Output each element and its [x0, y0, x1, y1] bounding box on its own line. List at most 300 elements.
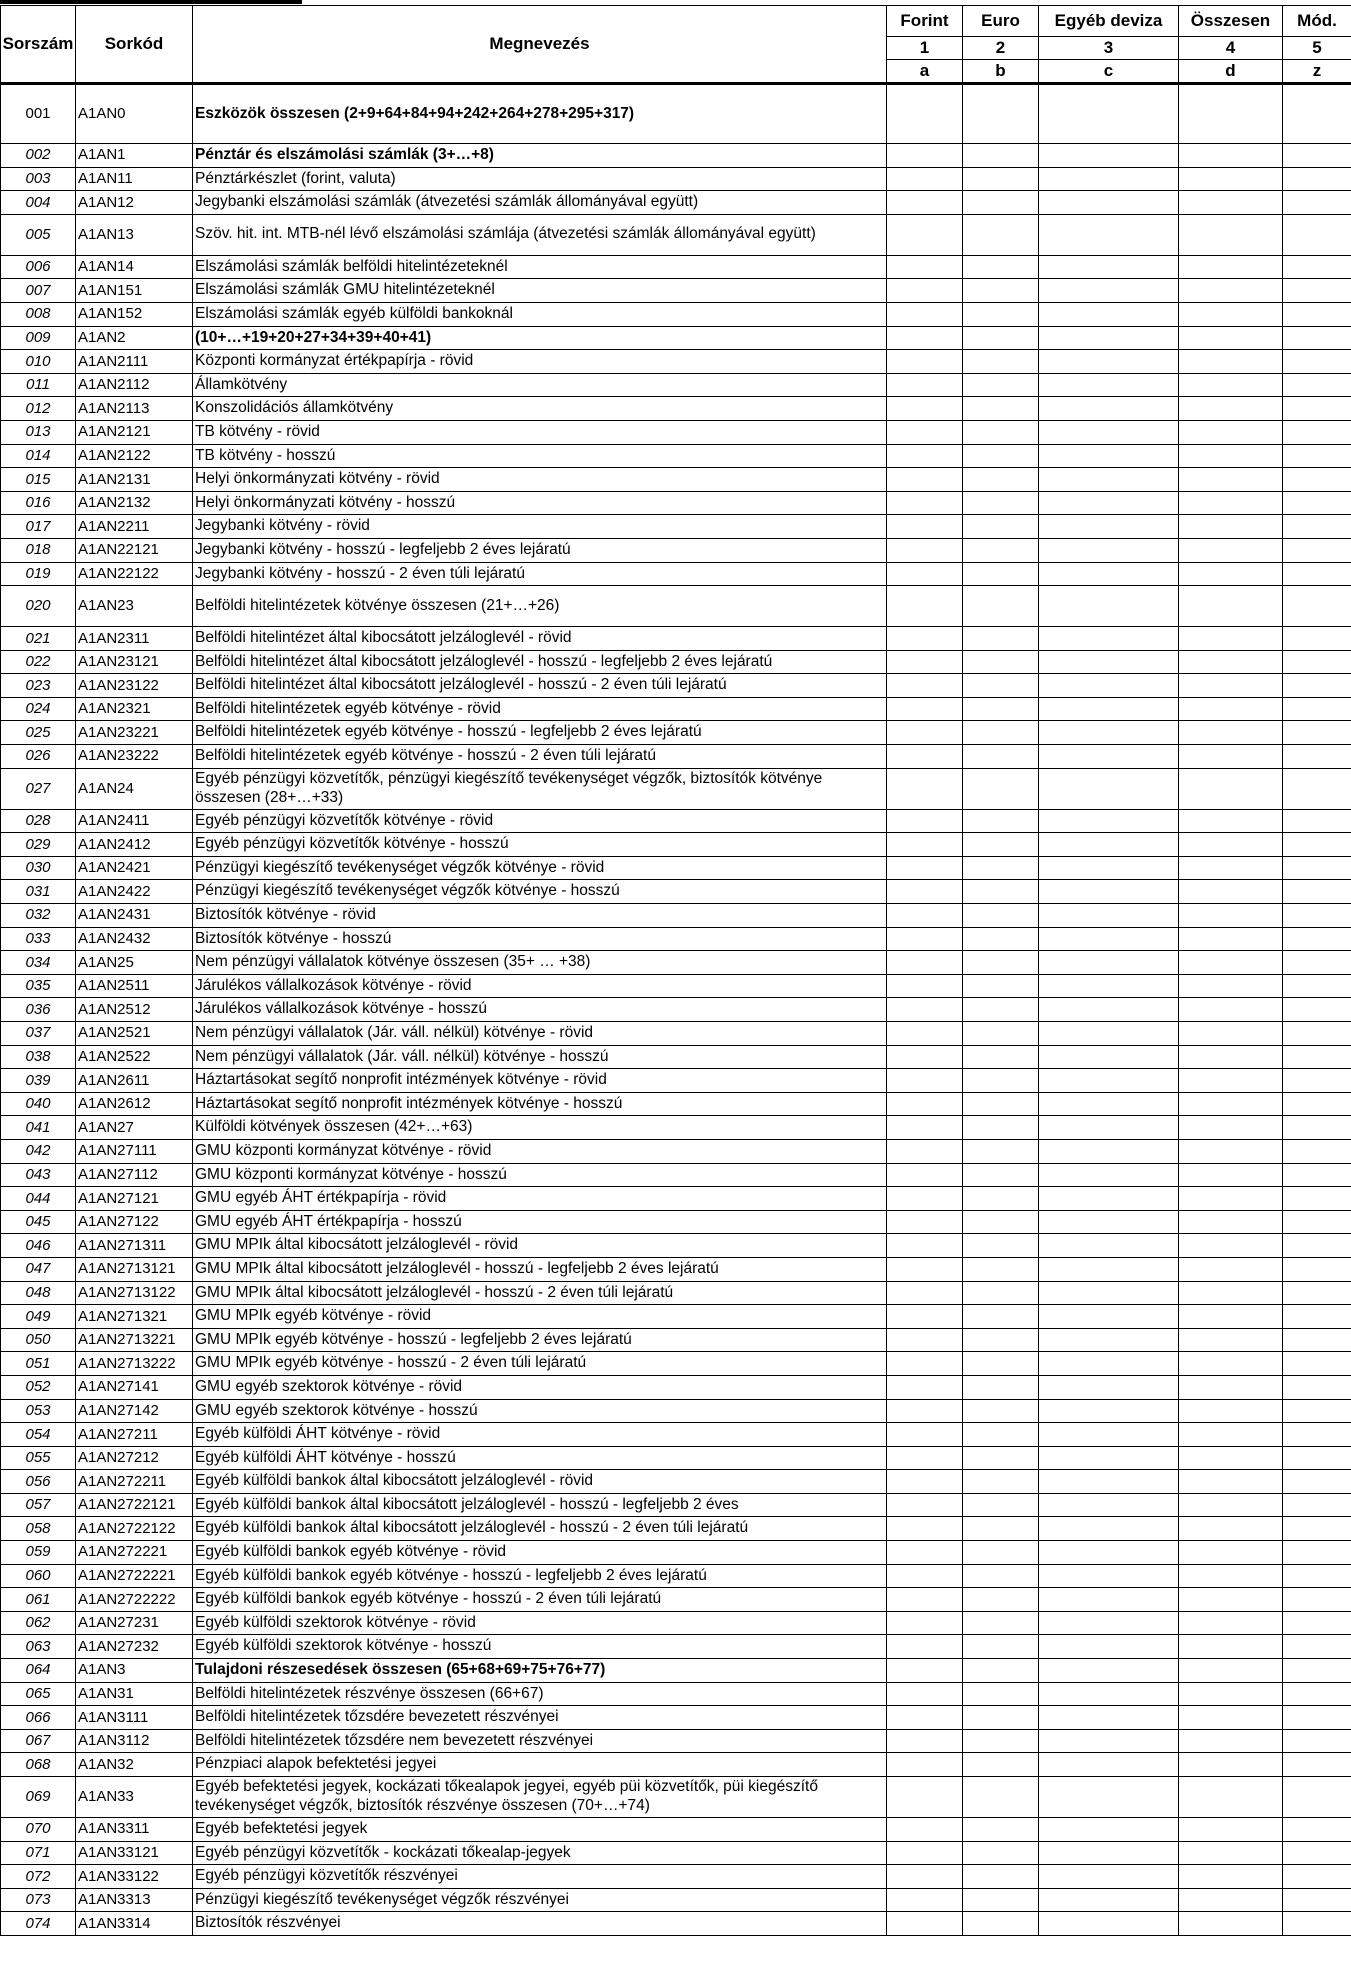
value-cell-euro[interactable]: [963, 650, 1039, 674]
value-cell-euro[interactable]: [963, 927, 1039, 951]
value-cell-euro[interactable]: [963, 856, 1039, 880]
value-cell-mod[interactable]: [1283, 1588, 1351, 1612]
value-cell-forint[interactable]: [887, 856, 963, 880]
value-cell-egyeb-deviza[interactable]: [1039, 191, 1179, 215]
value-cell-mod[interactable]: [1283, 904, 1351, 928]
value-cell-mod[interactable]: [1283, 833, 1351, 857]
value-cell-osszesen[interactable]: [1179, 1729, 1283, 1753]
value-cell-euro[interactable]: [963, 491, 1039, 515]
value-cell-forint[interactable]: [887, 214, 963, 255]
value-cell-osszesen[interactable]: [1179, 167, 1283, 191]
value-cell-forint[interactable]: [887, 191, 963, 215]
value-cell-euro[interactable]: [963, 1729, 1039, 1753]
value-cell-osszesen[interactable]: [1179, 1493, 1283, 1517]
value-cell-osszesen[interactable]: [1179, 1706, 1283, 1730]
value-cell-osszesen[interactable]: [1179, 444, 1283, 468]
value-cell-mod[interactable]: [1283, 1045, 1351, 1069]
value-cell-forint[interactable]: [887, 397, 963, 421]
value-cell-osszesen[interactable]: [1179, 326, 1283, 350]
value-cell-osszesen[interactable]: [1179, 1470, 1283, 1494]
value-cell-osszesen[interactable]: [1179, 468, 1283, 492]
value-cell-euro[interactable]: [963, 350, 1039, 374]
value-cell-euro[interactable]: [963, 1541, 1039, 1565]
value-cell-egyeb-deviza[interactable]: [1039, 1139, 1179, 1163]
value-cell-forint[interactable]: [887, 951, 963, 975]
value-cell-euro[interactable]: [963, 214, 1039, 255]
value-cell-euro[interactable]: [963, 1517, 1039, 1541]
value-cell-egyeb-deviza[interactable]: [1039, 562, 1179, 586]
value-cell-forint[interactable]: [887, 255, 963, 279]
value-cell-euro[interactable]: [963, 1352, 1039, 1376]
value-cell-forint[interactable]: [887, 1659, 963, 1683]
value-cell-osszesen[interactable]: [1179, 1022, 1283, 1046]
value-cell-egyeb-deviza[interactable]: [1039, 1234, 1179, 1258]
value-cell-egyeb-deviza[interactable]: [1039, 745, 1179, 769]
value-cell-osszesen[interactable]: [1179, 191, 1283, 215]
value-cell-osszesen[interactable]: [1179, 1234, 1283, 1258]
value-cell-euro[interactable]: [963, 951, 1039, 975]
value-cell-osszesen[interactable]: [1179, 856, 1283, 880]
value-cell-mod[interactable]: [1283, 697, 1351, 721]
value-cell-mod[interactable]: [1283, 1493, 1351, 1517]
value-cell-mod[interactable]: [1283, 350, 1351, 374]
value-cell-osszesen[interactable]: [1179, 1541, 1283, 1565]
value-cell-egyeb-deviza[interactable]: [1039, 809, 1179, 833]
value-cell-egyeb-deviza[interactable]: [1039, 1493, 1179, 1517]
value-cell-forint[interactable]: [887, 650, 963, 674]
value-cell-egyeb-deviza[interactable]: [1039, 1588, 1179, 1612]
value-cell-osszesen[interactable]: [1179, 1841, 1283, 1865]
value-cell-osszesen[interactable]: [1179, 1659, 1283, 1683]
value-cell-osszesen[interactable]: [1179, 144, 1283, 168]
value-cell-egyeb-deviza[interactable]: [1039, 1446, 1179, 1470]
value-cell-egyeb-deviza[interactable]: [1039, 144, 1179, 168]
value-cell-egyeb-deviza[interactable]: [1039, 397, 1179, 421]
value-cell-egyeb-deviza[interactable]: [1039, 833, 1179, 857]
value-cell-egyeb-deviza[interactable]: [1039, 650, 1179, 674]
value-cell-mod[interactable]: [1283, 627, 1351, 651]
value-cell-egyeb-deviza[interactable]: [1039, 1069, 1179, 1093]
value-cell-euro[interactable]: [963, 302, 1039, 326]
value-cell-mod[interactable]: [1283, 856, 1351, 880]
value-cell-osszesen[interactable]: [1179, 1069, 1283, 1093]
value-cell-osszesen[interactable]: [1179, 951, 1283, 975]
value-cell-osszesen[interactable]: [1179, 255, 1283, 279]
value-cell-osszesen[interactable]: [1179, 768, 1283, 809]
value-cell-egyeb-deviza[interactable]: [1039, 927, 1179, 951]
value-cell-egyeb-deviza[interactable]: [1039, 1092, 1179, 1116]
value-cell-osszesen[interactable]: [1179, 674, 1283, 698]
value-cell-forint[interactable]: [887, 697, 963, 721]
value-cell-mod[interactable]: [1283, 191, 1351, 215]
value-cell-mod[interactable]: [1283, 1375, 1351, 1399]
value-cell-forint[interactable]: [887, 1257, 963, 1281]
value-cell-osszesen[interactable]: [1179, 1588, 1283, 1612]
value-cell-egyeb-deviza[interactable]: [1039, 1777, 1179, 1818]
value-cell-egyeb-deviza[interactable]: [1039, 420, 1179, 444]
value-cell-forint[interactable]: [887, 350, 963, 374]
value-cell-egyeb-deviza[interactable]: [1039, 998, 1179, 1022]
value-cell-osszesen[interactable]: [1179, 1517, 1283, 1541]
value-cell-forint[interactable]: [887, 721, 963, 745]
value-cell-forint[interactable]: [887, 1635, 963, 1659]
value-cell-mod[interactable]: [1283, 279, 1351, 303]
value-cell-mod[interactable]: [1283, 373, 1351, 397]
value-cell-mod[interactable]: [1283, 562, 1351, 586]
value-cell-mod[interactable]: [1283, 420, 1351, 444]
value-cell-euro[interactable]: [963, 1375, 1039, 1399]
value-cell-egyeb-deviza[interactable]: [1039, 1564, 1179, 1588]
value-cell-euro[interactable]: [963, 255, 1039, 279]
value-cell-mod[interactable]: [1283, 1281, 1351, 1305]
value-cell-osszesen[interactable]: [1179, 1865, 1283, 1889]
value-cell-forint[interactable]: [887, 1210, 963, 1234]
value-cell-euro[interactable]: [963, 1841, 1039, 1865]
value-cell-euro[interactable]: [963, 1818, 1039, 1842]
value-cell-osszesen[interactable]: [1179, 1163, 1283, 1187]
value-cell-egyeb-deviza[interactable]: [1039, 1659, 1179, 1683]
value-cell-forint[interactable]: [887, 1092, 963, 1116]
value-cell-osszesen[interactable]: [1179, 1777, 1283, 1818]
value-cell-egyeb-deviza[interactable]: [1039, 1257, 1179, 1281]
value-cell-mod[interactable]: [1283, 397, 1351, 421]
value-cell-osszesen[interactable]: [1179, 1611, 1283, 1635]
value-cell-mod[interactable]: [1283, 1682, 1351, 1706]
value-cell-osszesen[interactable]: [1179, 1187, 1283, 1211]
value-cell-mod[interactable]: [1283, 1069, 1351, 1093]
value-cell-osszesen[interactable]: [1179, 1564, 1283, 1588]
value-cell-euro[interactable]: [963, 191, 1039, 215]
value-cell-mod[interactable]: [1283, 1116, 1351, 1140]
value-cell-osszesen[interactable]: [1179, 627, 1283, 651]
value-cell-osszesen[interactable]: [1179, 491, 1283, 515]
value-cell-forint[interactable]: [887, 1352, 963, 1376]
value-cell-mod[interactable]: [1283, 1187, 1351, 1211]
value-cell-osszesen[interactable]: [1179, 1635, 1283, 1659]
value-cell-euro[interactable]: [963, 1257, 1039, 1281]
value-cell-euro[interactable]: [963, 279, 1039, 303]
value-cell-mod[interactable]: [1283, 1139, 1351, 1163]
value-cell-mod[interactable]: [1283, 880, 1351, 904]
value-cell-mod[interactable]: [1283, 167, 1351, 191]
value-cell-osszesen[interactable]: [1179, 373, 1283, 397]
value-cell-euro[interactable]: [963, 1446, 1039, 1470]
value-cell-forint[interactable]: [887, 1305, 963, 1329]
value-cell-osszesen[interactable]: [1179, 1139, 1283, 1163]
value-cell-osszesen[interactable]: [1179, 1682, 1283, 1706]
value-cell-mod[interactable]: [1283, 1753, 1351, 1777]
value-cell-mod[interactable]: [1283, 650, 1351, 674]
value-cell-mod[interactable]: [1283, 1818, 1351, 1842]
value-cell-forint[interactable]: [887, 1588, 963, 1612]
value-cell-forint[interactable]: [887, 1818, 963, 1842]
value-cell-euro[interactable]: [963, 1069, 1039, 1093]
value-cell-osszesen[interactable]: [1179, 1446, 1283, 1470]
value-cell-euro[interactable]: [963, 373, 1039, 397]
value-cell-osszesen[interactable]: [1179, 904, 1283, 928]
value-cell-egyeb-deviza[interactable]: [1039, 1375, 1179, 1399]
value-cell-egyeb-deviza[interactable]: [1039, 468, 1179, 492]
value-cell-osszesen[interactable]: [1179, 745, 1283, 769]
value-cell-euro[interactable]: [963, 1706, 1039, 1730]
value-cell-euro[interactable]: [963, 1116, 1039, 1140]
value-cell-euro[interactable]: [963, 697, 1039, 721]
value-cell-euro[interactable]: [963, 586, 1039, 627]
value-cell-forint[interactable]: [887, 974, 963, 998]
value-cell-egyeb-deviza[interactable]: [1039, 1116, 1179, 1140]
value-cell-osszesen[interactable]: [1179, 880, 1283, 904]
value-cell-egyeb-deviza[interactable]: [1039, 1210, 1179, 1234]
value-cell-forint[interactable]: [887, 674, 963, 698]
value-cell-euro[interactable]: [963, 1777, 1039, 1818]
value-cell-mod[interactable]: [1283, 1423, 1351, 1447]
value-cell-mod[interactable]: [1283, 1841, 1351, 1865]
value-cell-forint[interactable]: [887, 373, 963, 397]
value-cell-euro[interactable]: [963, 1682, 1039, 1706]
value-cell-egyeb-deviza[interactable]: [1039, 586, 1179, 627]
value-cell-mod[interactable]: [1283, 1092, 1351, 1116]
value-cell-mod[interactable]: [1283, 1888, 1351, 1912]
value-cell-osszesen[interactable]: [1179, 1423, 1283, 1447]
value-cell-forint[interactable]: [887, 1611, 963, 1635]
value-cell-mod[interactable]: [1283, 84, 1351, 144]
value-cell-mod[interactable]: [1283, 1865, 1351, 1889]
value-cell-osszesen[interactable]: [1179, 974, 1283, 998]
value-cell-mod[interactable]: [1283, 1210, 1351, 1234]
value-cell-egyeb-deviza[interactable]: [1039, 1818, 1179, 1842]
value-cell-egyeb-deviza[interactable]: [1039, 350, 1179, 374]
value-cell-egyeb-deviza[interactable]: [1039, 1281, 1179, 1305]
value-cell-euro[interactable]: [963, 880, 1039, 904]
value-cell-egyeb-deviza[interactable]: [1039, 880, 1179, 904]
value-cell-egyeb-deviza[interactable]: [1039, 1541, 1179, 1565]
value-cell-mod[interactable]: [1283, 1635, 1351, 1659]
value-cell-euro[interactable]: [963, 1305, 1039, 1329]
value-cell-euro[interactable]: [963, 538, 1039, 562]
value-cell-osszesen[interactable]: [1179, 833, 1283, 857]
value-cell-forint[interactable]: [887, 1045, 963, 1069]
value-cell-forint[interactable]: [887, 1729, 963, 1753]
value-cell-forint[interactable]: [887, 1375, 963, 1399]
value-cell-forint[interactable]: [887, 302, 963, 326]
value-cell-forint[interactable]: [887, 1116, 963, 1140]
value-cell-forint[interactable]: [887, 998, 963, 1022]
value-cell-mod[interactable]: [1283, 1399, 1351, 1423]
value-cell-egyeb-deviza[interactable]: [1039, 1163, 1179, 1187]
value-cell-osszesen[interactable]: [1179, 1912, 1283, 1936]
value-cell-forint[interactable]: [887, 491, 963, 515]
value-cell-osszesen[interactable]: [1179, 1281, 1283, 1305]
value-cell-mod[interactable]: [1283, 538, 1351, 562]
value-cell-euro[interactable]: [963, 1588, 1039, 1612]
value-cell-euro[interactable]: [963, 627, 1039, 651]
value-cell-osszesen[interactable]: [1179, 279, 1283, 303]
value-cell-euro[interactable]: [963, 1328, 1039, 1352]
value-cell-euro[interactable]: [963, 1635, 1039, 1659]
value-cell-forint[interactable]: [887, 586, 963, 627]
value-cell-forint[interactable]: [887, 1399, 963, 1423]
value-cell-forint[interactable]: [887, 1541, 963, 1565]
value-cell-mod[interactable]: [1283, 444, 1351, 468]
value-cell-forint[interactable]: [887, 1753, 963, 1777]
value-cell-osszesen[interactable]: [1179, 1045, 1283, 1069]
value-cell-mod[interactable]: [1283, 927, 1351, 951]
value-cell-euro[interactable]: [963, 721, 1039, 745]
value-cell-forint[interactable]: [887, 1446, 963, 1470]
value-cell-egyeb-deviza[interactable]: [1039, 627, 1179, 651]
value-cell-mod[interactable]: [1283, 951, 1351, 975]
value-cell-mod[interactable]: [1283, 144, 1351, 168]
value-cell-mod[interactable]: [1283, 1305, 1351, 1329]
value-cell-euro[interactable]: [963, 167, 1039, 191]
value-cell-osszesen[interactable]: [1179, 515, 1283, 539]
value-cell-euro[interactable]: [963, 1399, 1039, 1423]
value-cell-euro[interactable]: [963, 674, 1039, 698]
value-cell-egyeb-deviza[interactable]: [1039, 538, 1179, 562]
value-cell-forint[interactable]: [887, 84, 963, 144]
value-cell-forint[interactable]: [887, 420, 963, 444]
value-cell-egyeb-deviza[interactable]: [1039, 1682, 1179, 1706]
value-cell-forint[interactable]: [887, 326, 963, 350]
value-cell-forint[interactable]: [887, 1281, 963, 1305]
value-cell-osszesen[interactable]: [1179, 998, 1283, 1022]
value-cell-osszesen[interactable]: [1179, 1888, 1283, 1912]
value-cell-forint[interactable]: [887, 1328, 963, 1352]
value-cell-euro[interactable]: [963, 833, 1039, 857]
value-cell-mod[interactable]: [1283, 255, 1351, 279]
value-cell-euro[interactable]: [963, 1423, 1039, 1447]
value-cell-osszesen[interactable]: [1179, 420, 1283, 444]
value-cell-egyeb-deviza[interactable]: [1039, 1865, 1179, 1889]
value-cell-egyeb-deviza[interactable]: [1039, 721, 1179, 745]
value-cell-egyeb-deviza[interactable]: [1039, 1635, 1179, 1659]
value-cell-euro[interactable]: [963, 809, 1039, 833]
value-cell-egyeb-deviza[interactable]: [1039, 1045, 1179, 1069]
value-cell-osszesen[interactable]: [1179, 1352, 1283, 1376]
value-cell-forint[interactable]: [887, 1706, 963, 1730]
value-cell-egyeb-deviza[interactable]: [1039, 1841, 1179, 1865]
value-cell-egyeb-deviza[interactable]: [1039, 1912, 1179, 1936]
value-cell-forint[interactable]: [887, 1069, 963, 1093]
value-cell-mod[interactable]: [1283, 998, 1351, 1022]
value-cell-euro[interactable]: [963, 326, 1039, 350]
value-cell-osszesen[interactable]: [1179, 1328, 1283, 1352]
value-cell-mod[interactable]: [1283, 1912, 1351, 1936]
value-cell-egyeb-deviza[interactable]: [1039, 1022, 1179, 1046]
value-cell-forint[interactable]: [887, 562, 963, 586]
value-cell-euro[interactable]: [963, 1493, 1039, 1517]
value-cell-mod[interactable]: [1283, 302, 1351, 326]
value-cell-euro[interactable]: [963, 1210, 1039, 1234]
value-cell-mod[interactable]: [1283, 326, 1351, 350]
value-cell-egyeb-deviza[interactable]: [1039, 1328, 1179, 1352]
value-cell-osszesen[interactable]: [1179, 302, 1283, 326]
value-cell-osszesen[interactable]: [1179, 1116, 1283, 1140]
value-cell-forint[interactable]: [887, 144, 963, 168]
value-cell-mod[interactable]: [1283, 1517, 1351, 1541]
value-cell-osszesen[interactable]: [1179, 1399, 1283, 1423]
value-cell-euro[interactable]: [963, 1281, 1039, 1305]
value-cell-euro[interactable]: [963, 562, 1039, 586]
value-cell-forint[interactable]: [887, 1841, 963, 1865]
value-cell-forint[interactable]: [887, 167, 963, 191]
value-cell-egyeb-deviza[interactable]: [1039, 674, 1179, 698]
value-cell-euro[interactable]: [963, 1865, 1039, 1889]
value-cell-egyeb-deviza[interactable]: [1039, 1423, 1179, 1447]
value-cell-euro[interactable]: [963, 1139, 1039, 1163]
value-cell-forint[interactable]: [887, 1163, 963, 1187]
value-cell-mod[interactable]: [1283, 1022, 1351, 1046]
value-cell-osszesen[interactable]: [1179, 397, 1283, 421]
value-cell-egyeb-deviza[interactable]: [1039, 974, 1179, 998]
value-cell-osszesen[interactable]: [1179, 809, 1283, 833]
value-cell-mod[interactable]: [1283, 721, 1351, 745]
value-cell-euro[interactable]: [963, 1888, 1039, 1912]
value-cell-euro[interactable]: [963, 515, 1039, 539]
value-cell-egyeb-deviza[interactable]: [1039, 1352, 1179, 1376]
value-cell-egyeb-deviza[interactable]: [1039, 1706, 1179, 1730]
value-cell-osszesen[interactable]: [1179, 586, 1283, 627]
value-cell-forint[interactable]: [887, 1187, 963, 1211]
value-cell-forint[interactable]: [887, 627, 963, 651]
value-cell-euro[interactable]: [963, 84, 1039, 144]
value-cell-forint[interactable]: [887, 1682, 963, 1706]
value-cell-forint[interactable]: [887, 1517, 963, 1541]
value-cell-mod[interactable]: [1283, 1328, 1351, 1352]
value-cell-osszesen[interactable]: [1179, 350, 1283, 374]
value-cell-euro[interactable]: [963, 397, 1039, 421]
value-cell-mod[interactable]: [1283, 674, 1351, 698]
value-cell-osszesen[interactable]: [1179, 1818, 1283, 1842]
value-cell-forint[interactable]: [887, 745, 963, 769]
value-cell-forint[interactable]: [887, 833, 963, 857]
value-cell-euro[interactable]: [963, 1470, 1039, 1494]
value-cell-osszesen[interactable]: [1179, 84, 1283, 144]
value-cell-mod[interactable]: [1283, 1777, 1351, 1818]
value-cell-mod[interactable]: [1283, 214, 1351, 255]
value-cell-osszesen[interactable]: [1179, 1305, 1283, 1329]
value-cell-egyeb-deviza[interactable]: [1039, 373, 1179, 397]
value-cell-euro[interactable]: [963, 1753, 1039, 1777]
value-cell-egyeb-deviza[interactable]: [1039, 1517, 1179, 1541]
value-cell-egyeb-deviza[interactable]: [1039, 1888, 1179, 1912]
value-cell-euro[interactable]: [963, 1659, 1039, 1683]
value-cell-forint[interactable]: [887, 1888, 963, 1912]
value-cell-forint[interactable]: [887, 1777, 963, 1818]
value-cell-euro[interactable]: [963, 144, 1039, 168]
value-cell-euro[interactable]: [963, 904, 1039, 928]
value-cell-mod[interactable]: [1283, 745, 1351, 769]
value-cell-forint[interactable]: [887, 768, 963, 809]
value-cell-forint[interactable]: [887, 1234, 963, 1258]
value-cell-egyeb-deviza[interactable]: [1039, 167, 1179, 191]
value-cell-forint[interactable]: [887, 279, 963, 303]
value-cell-euro[interactable]: [963, 1092, 1039, 1116]
value-cell-forint[interactable]: [887, 538, 963, 562]
value-cell-euro[interactable]: [963, 768, 1039, 809]
value-cell-mod[interactable]: [1283, 1611, 1351, 1635]
value-cell-mod[interactable]: [1283, 809, 1351, 833]
value-cell-euro[interactable]: [963, 998, 1039, 1022]
value-cell-egyeb-deviza[interactable]: [1039, 302, 1179, 326]
value-cell-egyeb-deviza[interactable]: [1039, 444, 1179, 468]
value-cell-egyeb-deviza[interactable]: [1039, 84, 1179, 144]
value-cell-euro[interactable]: [963, 1912, 1039, 1936]
value-cell-forint[interactable]: [887, 1022, 963, 1046]
value-cell-osszesen[interactable]: [1179, 562, 1283, 586]
value-cell-osszesen[interactable]: [1179, 1753, 1283, 1777]
value-cell-forint[interactable]: [887, 904, 963, 928]
